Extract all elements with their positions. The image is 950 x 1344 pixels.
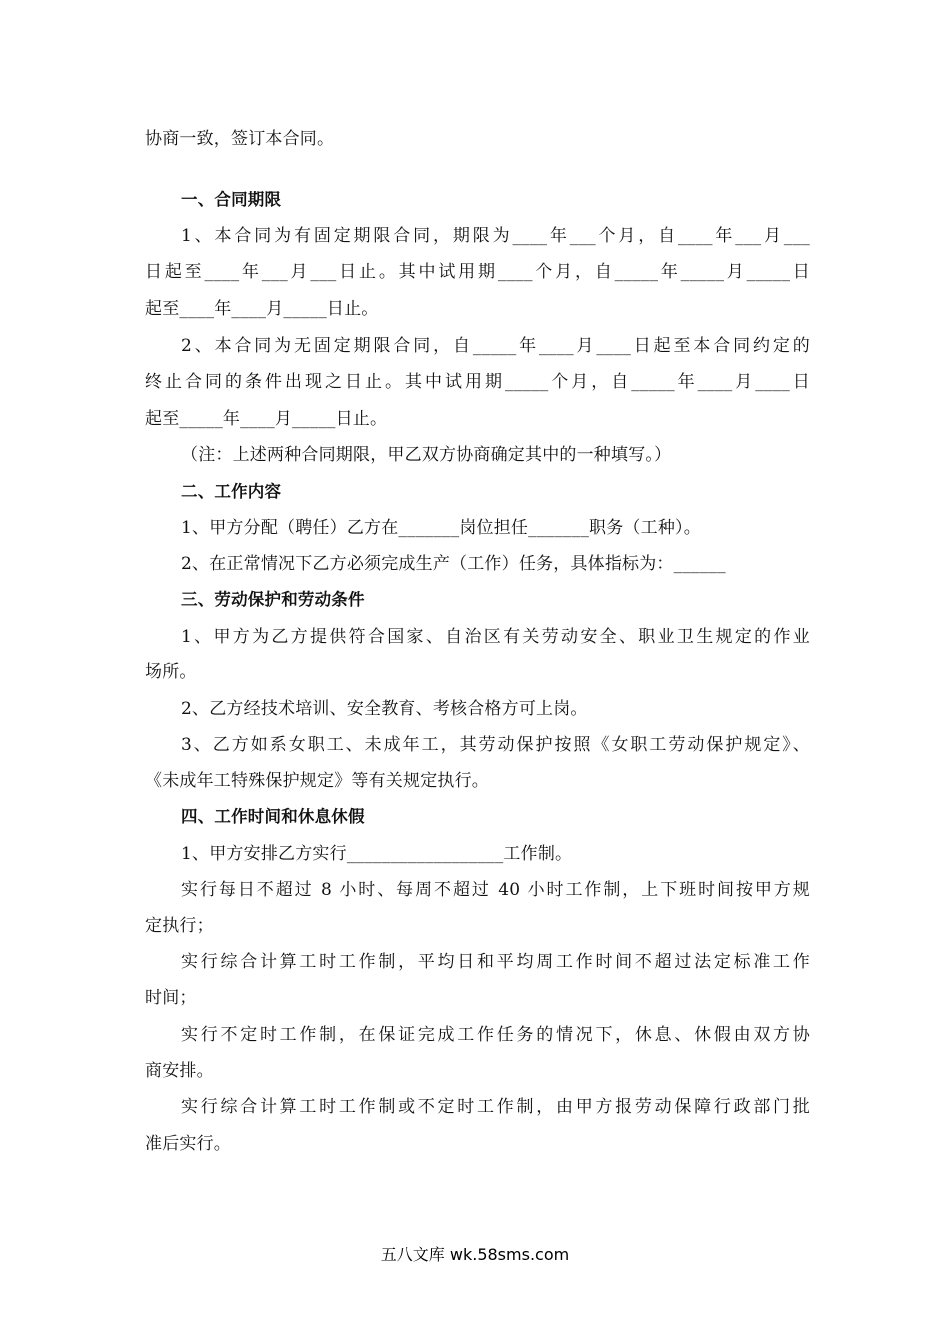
page-footer: 五八文库 wk.58sms.com <box>380 1245 570 1264</box>
text-line: 时间； <box>145 988 197 1008</box>
text-line: 1、本合同为有固定期限合同，期限为____年___个月，自____年___月___ <box>181 226 810 246</box>
text-line: 3、乙方如系女职工、未成年工，其劳动保护按照《女职工劳动保护规定》、 <box>181 735 810 755</box>
text-line: 1、甲方分配（聘任）乙方在_______岗位担任_______职务（工种）。 <box>181 518 701 538</box>
text-line: 实行综合计算工时工作制或不定时工作制，由甲方报劳动保障行政部门批 <box>181 1097 810 1117</box>
text-line: 商安排。 <box>145 1061 214 1081</box>
note-line: （注：上述两种合同期限，甲乙双方协商确定其中的一种填写。） <box>181 445 672 465</box>
text-line: 1、甲方安排乙方实行__________________工作制。 <box>181 844 573 864</box>
text-line: 实行不定时工作制，在保证完成工作任务的情况下，休息、休假由双方协 <box>181 1025 810 1045</box>
text-line: 1、甲方为乙方提供符合国家、自治区有关劳动安全、职业卫生规定的作业 <box>181 627 810 647</box>
text-line: 场所。 <box>145 662 197 682</box>
text-line: 实行综合计算工时工作制，平均日和平均周工作时间不超过法定标准工作 <box>181 952 810 972</box>
section-heading: 二、工作内容 <box>181 482 282 501</box>
text-line: 协商一致，签订本合同。 <box>145 129 335 149</box>
text-line: 起至____年____月_____日止。 <box>145 299 379 319</box>
text-line: 起至_____年____月_____日止。 <box>145 409 388 429</box>
text-line: 实行每日不超过 8 小时、每周不超过 40 小时工作制，上下班时间按甲方规 <box>181 880 810 900</box>
text-line: 终止合同的条件出现之日止。其中试用期_____个月，自_____年____月____日 <box>145 372 810 392</box>
text-line: 定执行； <box>145 916 214 936</box>
section-heading: 三、劳动保护和劳动条件 <box>181 590 365 609</box>
text-line: 日起至____年___月___日止。其中试用期____个月，自_____年_____月_____日 <box>145 262 810 282</box>
text-line: 2、在正常情况下乙方必须完成生产（工作）任务，具体指标为：______ <box>181 554 726 574</box>
text-line: 准后实行。 <box>145 1134 231 1154</box>
section-heading: 一、合同期限 <box>181 190 282 209</box>
text-line: 2、本合同为无固定期限合同，自_____年____月____日起至本合同约定的 <box>181 336 810 356</box>
section-heading: 四、工作时间和休息休假 <box>181 807 365 826</box>
text-line: 《未成年工特殊保护规定》等有关规定执行。 <box>145 771 489 791</box>
text-line: 2、乙方经技术培训、安全教育、考核合格方可上岗。 <box>181 699 588 719</box>
